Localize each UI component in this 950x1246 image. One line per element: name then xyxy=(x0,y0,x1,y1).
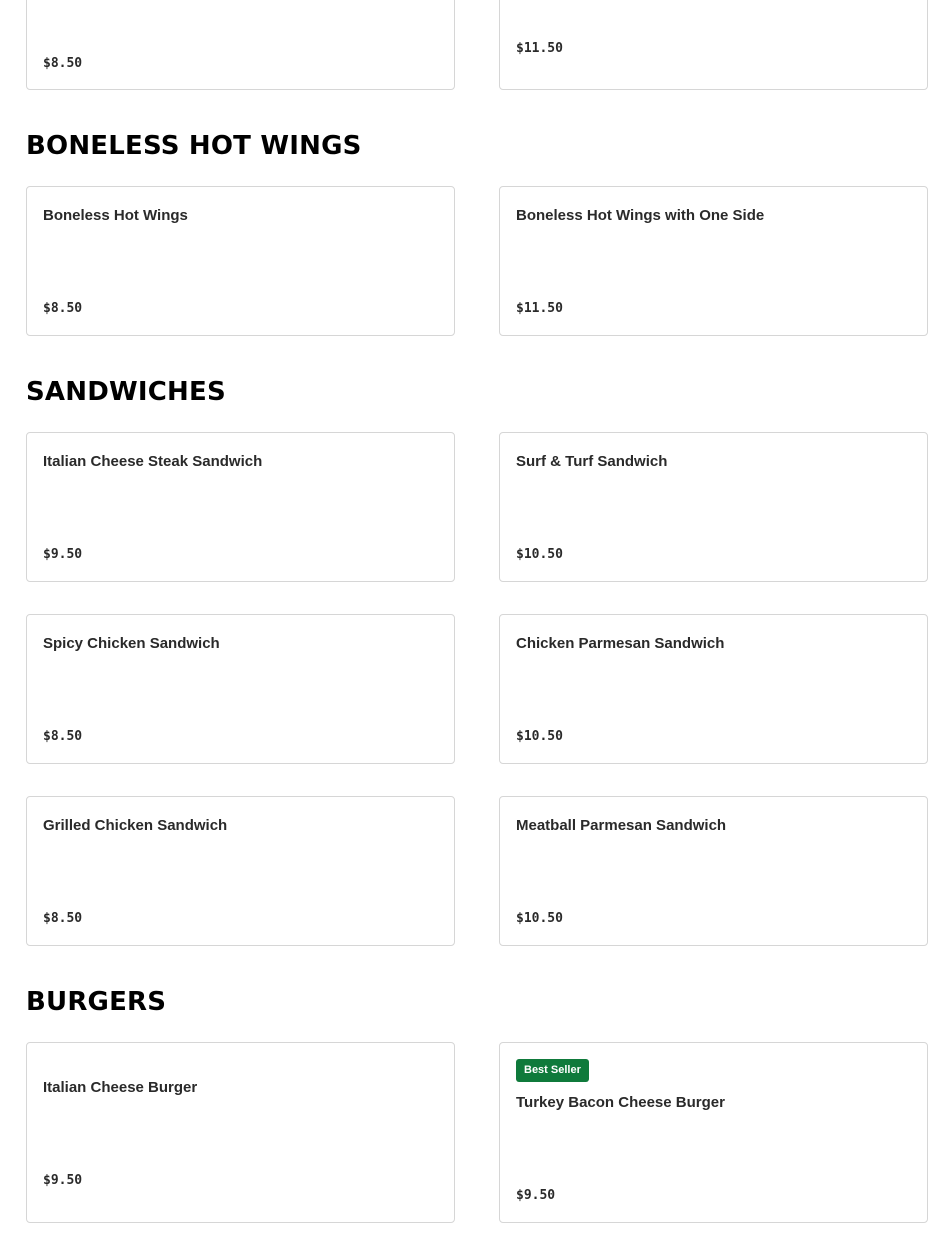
menu-item-card[interactable] xyxy=(26,432,455,582)
item-name: Surf & Turf Sandwich xyxy=(516,453,668,470)
item-name: Chicken Parmesan Sandwich xyxy=(516,635,725,652)
menu-item-card[interactable] xyxy=(499,432,928,582)
item-price: $10.50 xyxy=(516,911,563,926)
item-price: $9.50 xyxy=(43,547,83,562)
item-price: $10.50 xyxy=(516,547,563,562)
item-price: $9.50 xyxy=(43,1173,83,1188)
item-name: Turkey Bacon Cheese Burger xyxy=(516,1094,725,1111)
menu-item-card[interactable] xyxy=(499,1042,928,1223)
menu-item-card[interactable] xyxy=(26,1042,455,1223)
item-price: $8.50 xyxy=(43,729,83,744)
menu-item-card[interactable] xyxy=(26,186,455,336)
menu-item-card[interactable] xyxy=(499,614,928,764)
menu-item-card[interactable] xyxy=(499,186,928,336)
item-price: $10.50 xyxy=(516,729,563,744)
item-name: Meatball Parmesan Sandwich xyxy=(516,817,727,834)
item-name: Spicy Chicken Sandwich xyxy=(43,635,220,652)
section-title-sandwiches: SANDWICHES xyxy=(26,377,226,407)
menu-item-card[interactable] xyxy=(499,796,928,946)
item-price: $8.50 xyxy=(43,301,83,316)
section-title-burgers: BURGERS xyxy=(26,987,167,1017)
item-price: $8.50 xyxy=(43,56,83,71)
menu-item-card[interactable] xyxy=(26,0,455,90)
item-name: Italian Cheese Burger xyxy=(43,1079,198,1096)
menu-item-card[interactable] xyxy=(499,0,928,90)
menu-item-card[interactable] xyxy=(26,796,455,946)
item-name: Grilled Chicken Sandwich xyxy=(43,817,228,834)
item-price: $8.50 xyxy=(43,911,83,926)
section-title-boneless-hot-wings: BONELESS HOT WINGS xyxy=(26,131,362,161)
item-price: $11.50 xyxy=(516,41,563,56)
best-seller-badge: Best Seller xyxy=(516,1059,589,1082)
item-name: Boneless Hot Wings xyxy=(43,207,188,224)
item-price: $11.50 xyxy=(516,301,563,316)
item-price: $9.50 xyxy=(516,1188,556,1203)
menu-item-card[interactable] xyxy=(26,614,455,764)
item-name: Boneless Hot Wings with One Side xyxy=(516,207,765,224)
item-name: Italian Cheese Steak Sandwich xyxy=(43,453,263,470)
